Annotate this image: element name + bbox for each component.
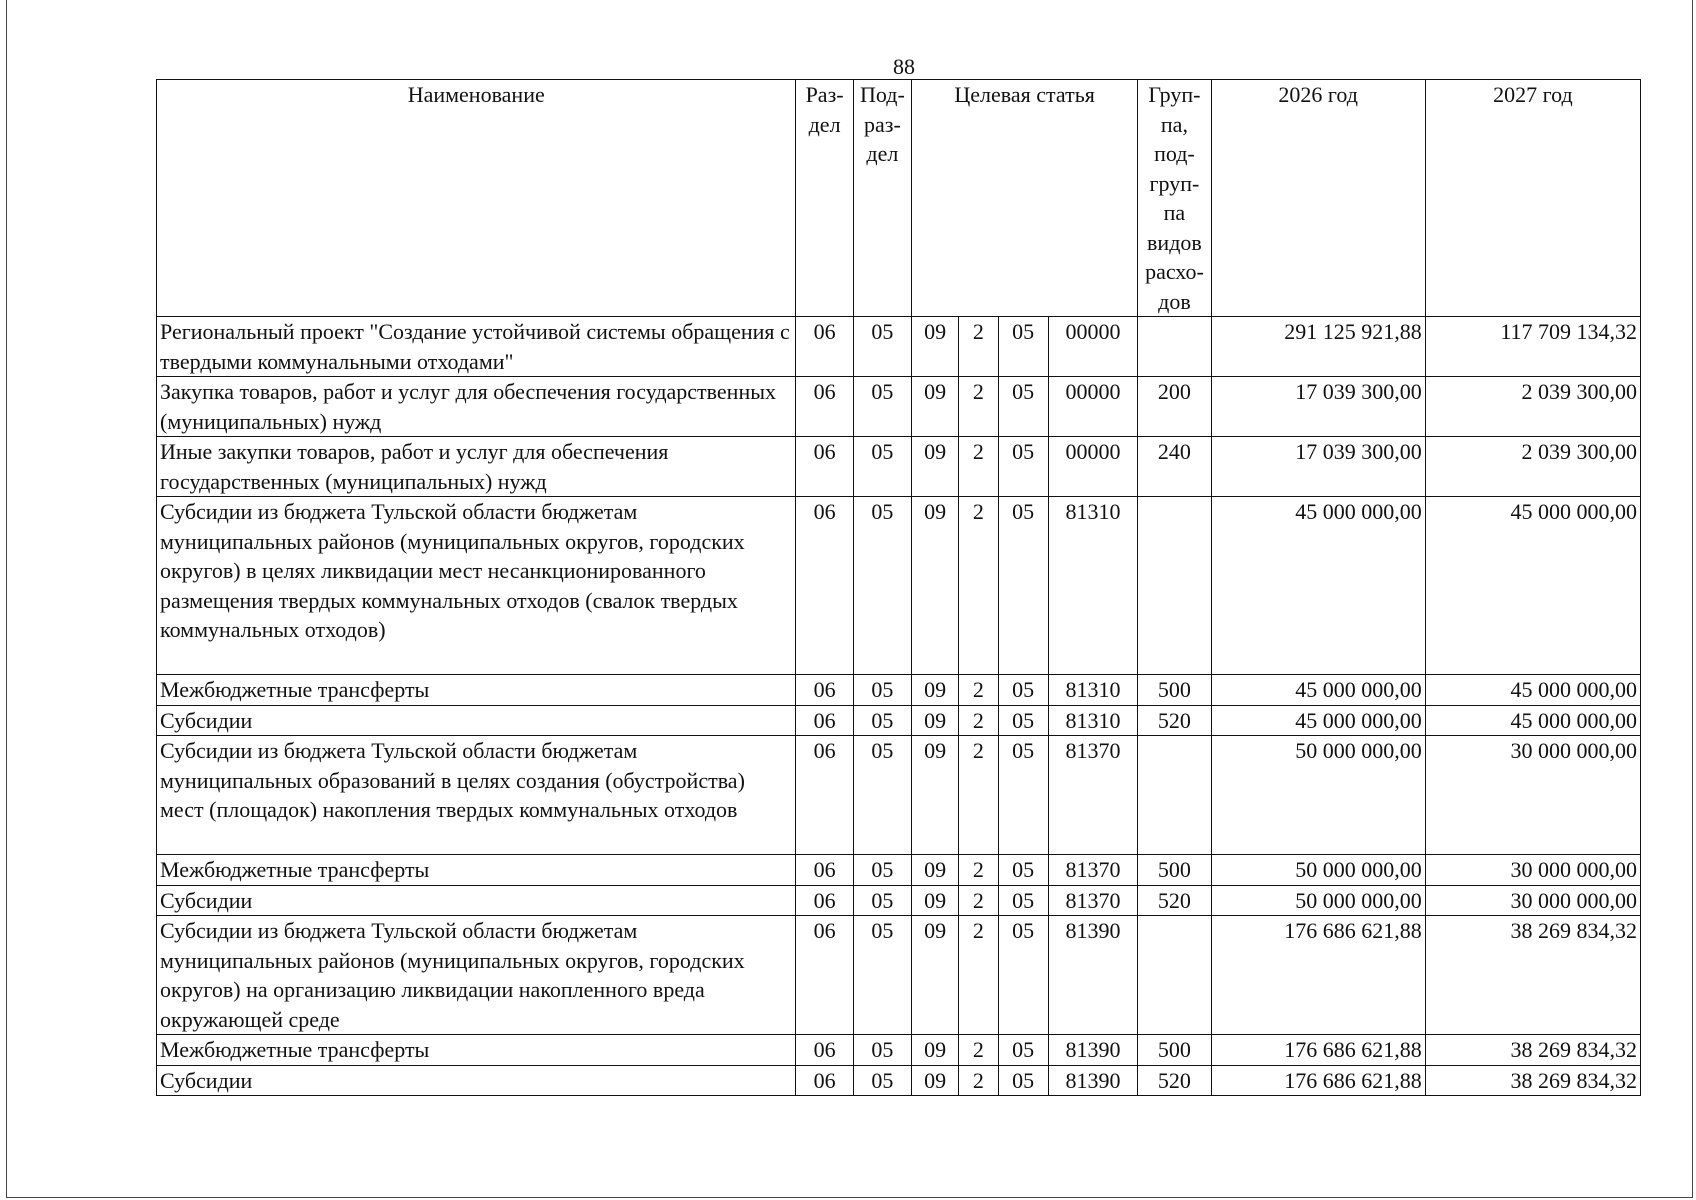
row-target-program: 09 (912, 855, 959, 886)
row-target-direction: 00000 (1048, 377, 1137, 437)
row-target-program: 09 (912, 437, 959, 497)
row-amount-2027: 30 000 000,00 (1425, 736, 1640, 855)
table-header-row (157, 80, 1641, 317)
row-target-element: 05 (998, 1035, 1048, 1066)
row-target-element: 05 (998, 855, 1048, 886)
row-razdel: 06 (796, 675, 853, 706)
row-target-direction: 81310 (1048, 705, 1137, 736)
row-target-type: 2 (959, 437, 998, 497)
row-expense-group: 520 (1138, 1065, 1211, 1096)
row-amount-2026: 45 000 000,00 (1211, 497, 1425, 675)
row-target-direction: 81390 (1048, 1035, 1137, 1066)
table-row (157, 437, 1641, 497)
row-razdel: 06 (796, 705, 853, 736)
row-amount-2026: 45 000 000,00 (1211, 675, 1425, 706)
row-expense-group (1138, 317, 1211, 377)
table-row (157, 377, 1641, 437)
row-razdel: 06 (796, 317, 853, 377)
table-row (157, 317, 1641, 377)
row-name: Субсидии из бюджета Тульской области бюджетам муниципальных районов (муниципальных округов, городских округов) на организацию ликвидации накопленного вреда окружающей среде (157, 916, 796, 1035)
row-expense-group: 520 (1138, 885, 1211, 916)
header-expense-group: Груп- па, под- груп- па видов расхо- дов (1138, 80, 1211, 317)
row-target-element: 05 (998, 916, 1048, 1035)
row-razdel: 06 (796, 497, 853, 675)
row-target-type: 2 (959, 497, 998, 675)
row-target-element: 05 (998, 1065, 1048, 1096)
row-target-program: 09 (912, 916, 959, 1035)
row-target-type: 2 (959, 1035, 998, 1066)
row-target-direction: 81310 (1048, 675, 1137, 706)
row-target-type: 2 (959, 1065, 998, 1096)
table-row (157, 885, 1641, 916)
row-amount-2027: 45 000 000,00 (1425, 497, 1640, 675)
row-amount-2026: 50 000 000,00 (1211, 736, 1425, 855)
row-target-program: 09 (912, 736, 959, 855)
row-razdel: 06 (796, 885, 853, 916)
row-name: Субсидии (157, 705, 796, 736)
page-number: 88 (893, 54, 915, 79)
row-target-program: 09 (912, 1065, 959, 1096)
row-amount-2027: 38 269 834,32 (1425, 1065, 1640, 1096)
row-amount-2026: 50 000 000,00 (1211, 855, 1425, 886)
table-row (157, 736, 1641, 855)
row-expense-group: 240 (1138, 437, 1211, 497)
row-expense-group (1138, 497, 1211, 675)
row-target-element: 05 (998, 736, 1048, 855)
row-name: Субсидии из бюджета Тульской области бюджетам муниципальных районов (муниципальных округов, городских округов) в целях ликвидации мест несанкционированного размещения твердых коммунальных отходов (свалок твердых коммунальных отходов) (157, 497, 796, 675)
row-razdel: 06 (796, 736, 853, 855)
row-amount-2026: 176 686 621,88 (1211, 1065, 1425, 1096)
header-name: Наименование (157, 80, 796, 317)
row-name: Межбюджетные трансферты (157, 855, 796, 886)
row-name: Межбюджетные трансферты (157, 675, 796, 706)
row-amount-2026: 17 039 300,00 (1211, 377, 1425, 437)
row-podrazdel: 05 (853, 675, 911, 706)
row-target-element: 05 (998, 497, 1048, 675)
row-expense-group: 500 (1138, 675, 1211, 706)
row-amount-2027: 45 000 000,00 (1425, 705, 1640, 736)
row-target-direction: 81390 (1048, 1065, 1137, 1096)
header-target-article: Целевая статья (912, 80, 1138, 317)
table-row (157, 705, 1641, 736)
row-podrazdel: 05 (853, 1065, 911, 1096)
row-amount-2027: 45 000 000,00 (1425, 675, 1640, 706)
row-amount-2026: 45 000 000,00 (1211, 705, 1425, 736)
row-target-direction: 81310 (1048, 497, 1137, 675)
row-target-element: 05 (998, 705, 1048, 736)
row-razdel: 06 (796, 377, 853, 437)
header-podrazdel: Под- раз- дел (853, 80, 911, 317)
row-target-direction: 81370 (1048, 736, 1137, 855)
row-target-element: 05 (998, 675, 1048, 706)
row-target-element: 05 (998, 317, 1048, 377)
row-target-element: 05 (998, 437, 1048, 497)
budget-table (156, 79, 1641, 1096)
table-row (157, 916, 1641, 1035)
row-name: Субсидии из бюджета Тульской области бюджетам муниципальных образований в целях создания (обустройства) мест (площадок) накопления твердых коммунальных отходов (157, 736, 796, 855)
row-razdel: 06 (796, 855, 853, 886)
row-podrazdel: 05 (853, 377, 911, 437)
table-body (157, 317, 1641, 1096)
row-podrazdel: 05 (853, 1035, 911, 1066)
row-podrazdel: 05 (853, 855, 911, 886)
row-amount-2026: 17 039 300,00 (1211, 437, 1425, 497)
row-target-direction: 00000 (1048, 317, 1137, 377)
row-expense-group (1138, 736, 1211, 855)
row-name: Иные закупки товаров, работ и услуг для обеспечения государственных (муниципальных) нужд (157, 437, 796, 497)
row-target-direction: 81390 (1048, 916, 1137, 1035)
row-razdel: 06 (796, 916, 853, 1035)
row-target-program: 09 (912, 675, 959, 706)
row-expense-group: 520 (1138, 705, 1211, 736)
row-name: Субсидии (157, 1065, 796, 1096)
table-row (157, 497, 1641, 675)
row-expense-group: 500 (1138, 855, 1211, 886)
row-amount-2027: 30 000 000,00 (1425, 885, 1640, 916)
row-target-program: 09 (912, 705, 959, 736)
row-expense-group: 200 (1138, 377, 1211, 437)
row-expense-group (1138, 916, 1211, 1035)
row-amount-2026: 176 686 621,88 (1211, 1035, 1425, 1066)
row-amount-2026: 50 000 000,00 (1211, 885, 1425, 916)
row-amount-2026: 291 125 921,88 (1211, 317, 1425, 377)
row-target-type: 2 (959, 885, 998, 916)
table-row (157, 1065, 1641, 1096)
row-amount-2026: 176 686 621,88 (1211, 916, 1425, 1035)
row-target-type: 2 (959, 675, 998, 706)
row-target-type: 2 (959, 377, 998, 437)
row-expense-group: 500 (1138, 1035, 1211, 1066)
header-razdel: Раз- дел (796, 80, 853, 317)
row-target-program: 09 (912, 377, 959, 437)
row-target-type: 2 (959, 705, 998, 736)
row-podrazdel: 05 (853, 736, 911, 855)
row-amount-2027: 2 039 300,00 (1425, 377, 1640, 437)
row-target-type: 2 (959, 855, 998, 886)
row-target-type: 2 (959, 916, 998, 1035)
header-2027: 2027 год (1425, 80, 1640, 317)
row-podrazdel: 05 (853, 705, 911, 736)
row-amount-2027: 117 709 134,32 (1425, 317, 1640, 377)
row-podrazdel: 05 (853, 497, 911, 675)
row-target-program: 09 (912, 885, 959, 916)
row-amount-2027: 2 039 300,00 (1425, 437, 1640, 497)
row-name: Закупка товаров, работ и услуг для обеспечения государственных (муниципальных) нужд (157, 377, 796, 437)
row-amount-2027: 38 269 834,32 (1425, 916, 1640, 1035)
row-razdel: 06 (796, 437, 853, 497)
table-row (157, 1035, 1641, 1066)
row-name: Субсидии (157, 885, 796, 916)
row-target-direction: 81370 (1048, 855, 1137, 886)
row-target-program: 09 (912, 497, 959, 675)
row-podrazdel: 05 (853, 885, 911, 916)
row-podrazdel: 05 (853, 916, 911, 1035)
row-target-type: 2 (959, 317, 998, 377)
row-podrazdel: 05 (853, 317, 911, 377)
table-row (157, 855, 1641, 886)
row-target-program: 09 (912, 1035, 959, 1066)
row-name: Межбюджетные трансферты (157, 1035, 796, 1066)
row-name: Региональный проект "Создание устойчивой системы обращения с твердыми коммунальными отходами" (157, 317, 796, 377)
row-target-element: 05 (998, 377, 1048, 437)
row-target-program: 09 (912, 317, 959, 377)
row-target-direction: 81370 (1048, 885, 1137, 916)
table-row (157, 675, 1641, 706)
row-amount-2027: 38 269 834,32 (1425, 1035, 1640, 1066)
row-razdel: 06 (796, 1065, 853, 1096)
row-target-type: 2 (959, 736, 998, 855)
row-podrazdel: 05 (853, 437, 911, 497)
row-razdel: 06 (796, 1035, 853, 1066)
row-amount-2027: 30 000 000,00 (1425, 855, 1640, 886)
header-2026: 2026 год (1211, 80, 1425, 317)
row-target-element: 05 (998, 885, 1048, 916)
row-target-direction: 00000 (1048, 437, 1137, 497)
